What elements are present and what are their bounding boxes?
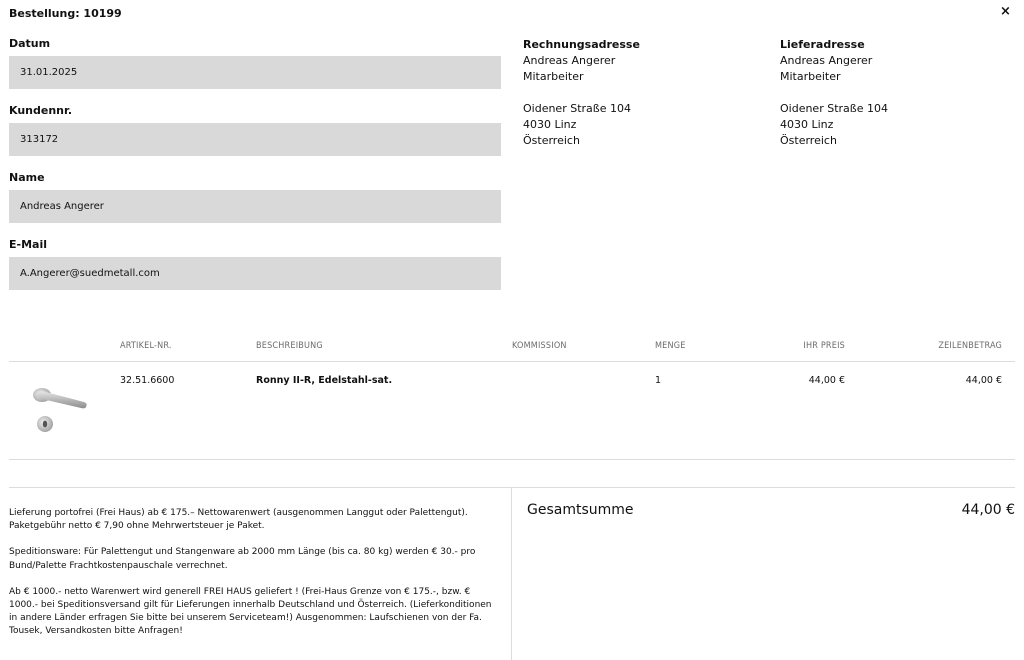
name-label: Name	[9, 171, 45, 184]
date-field: 31.01.2025	[9, 56, 501, 89]
shipping-street: Oidener Straße 104	[780, 102, 888, 115]
table-header-divider	[9, 361, 1015, 362]
table-bottom-divider	[9, 459, 1015, 460]
total-label: Gesamtsumme	[527, 502, 634, 518]
shipping-city: 4030 Linz	[780, 118, 834, 131]
shipping-note: Ab € 1000.- netto Warenwert wird generell FREI HAUS geliefert ! (Frei-Haus Grenze von € 175.-, bzw. € 1000.- bei Speditionsversand gilt für Lieferungen innerhalb Deutschland und Österreich. (Lieferkonditionen in andere Länder erfragen Sie bitte bei unserem Serviceteam!) Ausgenommen: Laufschienen von der Fa. Tousek, Versandkosten bitte Anfragen!	[9, 586, 492, 637]
column-header-description: BESCHREIBUNG	[256, 341, 323, 351]
product-description: Ronny II-R, Edelstahl-sat.	[256, 375, 393, 386]
billing-address	[523, 37, 640, 149]
total-value: 44,00 €	[961, 502, 1015, 518]
billing-role: Mitarbeiter	[523, 70, 584, 83]
column-header-article: ARTIKEL-NR.	[120, 341, 172, 351]
name-field: Andreas Angerer	[9, 190, 501, 223]
shipping-address-title: Lieferadresse	[780, 38, 865, 51]
summary-divider	[9, 487, 1015, 488]
billing-address-title: Rechnungsadresse	[523, 38, 640, 51]
order-title: Bestellung: 10199	[9, 7, 122, 20]
billing-name: Andreas Angerer	[523, 54, 616, 67]
shipping-name: Andreas Angerer	[780, 54, 873, 67]
door-handle-icon	[28, 383, 90, 435]
shipping-address	[780, 37, 888, 149]
customer-number-label: Kundennr.	[9, 104, 73, 117]
close-icon[interactable]: ×	[1000, 4, 1011, 19]
shipping-country: Österreich	[780, 134, 837, 147]
billing-country: Österreich	[523, 134, 580, 147]
article-number: 32.51.6600	[120, 375, 175, 386]
date-label: Datum	[9, 37, 51, 50]
email-label: E-Mail	[9, 238, 47, 251]
customer-number-field: 313172	[9, 123, 501, 156]
column-header-line-total: ZEILENBETRAG	[938, 341, 1002, 351]
shipping-notes	[9, 507, 499, 652]
column-header-price: IHR PREIS	[803, 341, 845, 351]
quantity-value: 1	[655, 375, 662, 386]
summary-vertical-divider	[511, 488, 512, 660]
billing-street: Oidener Straße 104	[523, 102, 631, 115]
email-field: A.Angerer@suedmetall.com	[9, 257, 501, 290]
column-header-quantity: MENGE	[655, 341, 686, 351]
shipping-note: Lieferung portofrei (Frei Haus) ab € 175.– Nettowarenwert (ausgenommen Langgut oder Palettengut). Paketgebühr netto € 7,90 ohne Mehrwertsteuer je Paket.	[9, 508, 468, 532]
shipping-note: Speditionsware: Für Palettengut und Stangenware ab 2000 mm Länge (bis ca. 80 kg) werden € 30.- pro Bund/Palette Frachtkostenpauschale verrechnet.	[9, 547, 476, 571]
shipping-role: Mitarbeiter	[780, 70, 841, 83]
billing-city: 4030 Linz	[523, 118, 577, 131]
line-total: 44,00 €	[965, 375, 1002, 386]
column-header-commission: KOMMISSION	[512, 341, 567, 351]
unit-price: 44,00 €	[808, 375, 845, 386]
